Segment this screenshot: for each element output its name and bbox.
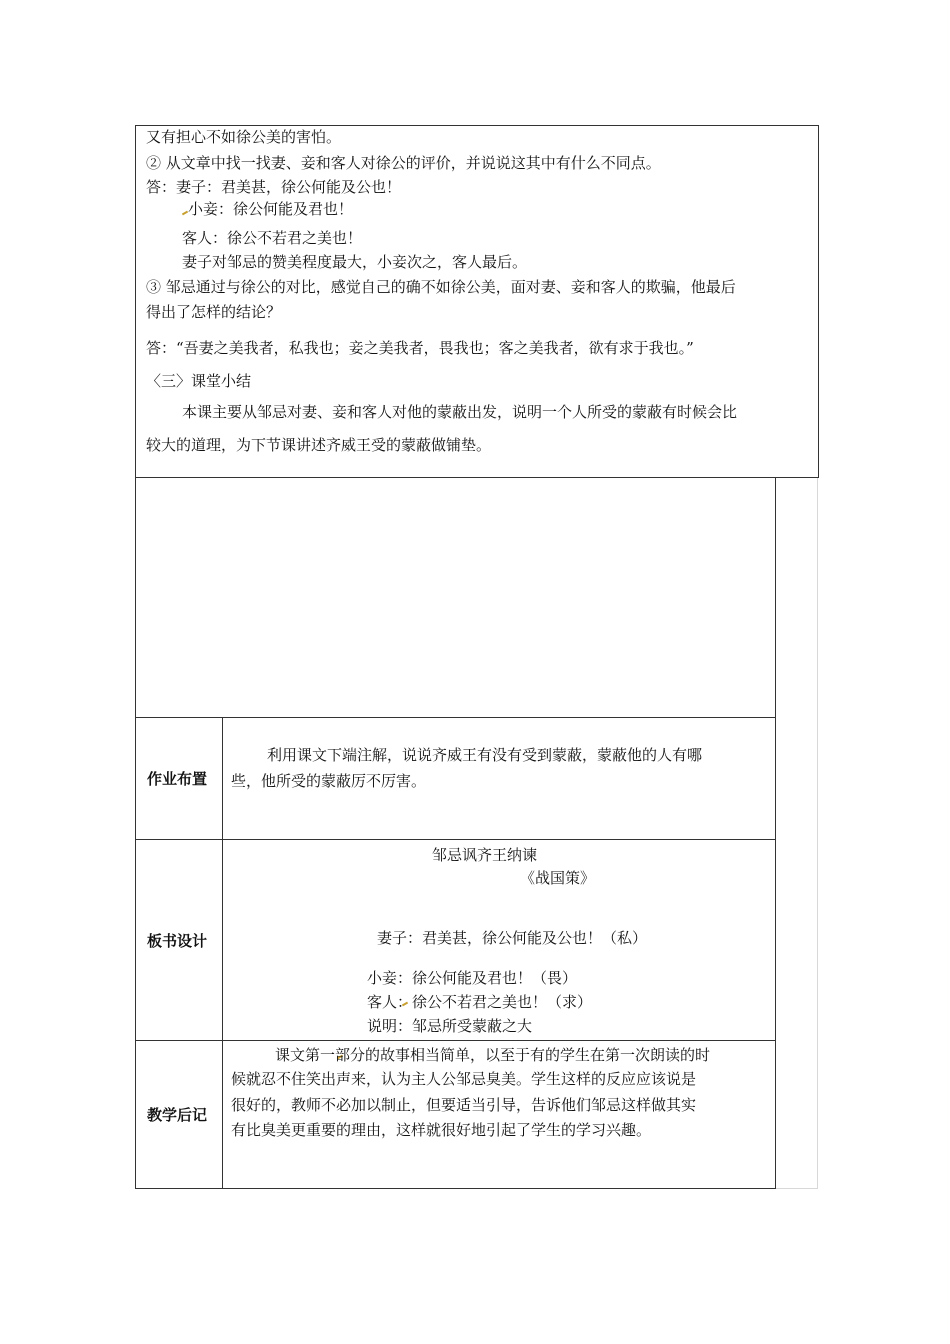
row-divider-homework	[135, 717, 776, 718]
homework-line2: 些，他所受的蒙蔽厉不厉害。	[231, 772, 427, 790]
board-label: 板书设计	[147, 932, 208, 950]
answer-conclusion: 答：“吾妻之美我者，私我也；妾之美我者，畏我也；客之美我者，欲有求于我也。”	[146, 339, 694, 357]
table-left-border	[135, 477, 136, 1189]
board-title: 邹忌讽齐王纳谏	[432, 846, 538, 864]
row-divider-notes	[135, 1040, 776, 1041]
table-bottom-border	[135, 1188, 776, 1189]
summary-line1: 本课主要从邹忌对妻、妾和客人对他的蒙蔽出发，说明一个人所受的蒙蔽有时候会比	[182, 403, 738, 421]
answer-concubine: 小妾：徐公何能及君也！	[188, 200, 354, 218]
label-column-divider	[222, 717, 223, 1189]
board-line-note: 说明：邹忌所受蒙蔽之大	[367, 1017, 533, 1035]
question-3-line1: ③ 邹忌通过与徐公的对比，感觉自己的确不如徐公美，面对妻、妾和客人的欺骗，他最后	[146, 278, 736, 296]
answer-summary: 妻子对邹忌的赞美程度最大，小妾次之，客人最后。	[182, 253, 528, 271]
notes-line2: 候就忍不住笑出声来，认为主人公邹忌臭美。学生这样的反应应该说是	[231, 1070, 697, 1088]
top-section-box	[135, 125, 819, 478]
notes-line1: 课文第一部分的故事相当简单，以至于有的学生在第一次朗读的时	[275, 1046, 711, 1064]
faint-right-edge	[817, 477, 818, 1189]
homework-line1: 利用课文下端注解，说说齐威王有没有受到蒙蔽，蒙蔽他的人有哪	[267, 746, 703, 764]
notes-line3: 很好的，教师不必加以制止，但要适当引导，告诉他们邹忌这样做其实	[231, 1096, 697, 1114]
summary-line2: 较大的道理，为下节课讲述齐威王受的蒙蔽做铺垫。	[146, 436, 492, 454]
question-2: ② 从文章中找一找妻、妾和客人对徐公的评价，并说说这其中有什么不同点。	[146, 154, 661, 172]
homework-label: 作业布置	[147, 770, 208, 788]
notes-label: 教学后记	[147, 1106, 208, 1124]
board-line-guest: 客人：徐公不若君之美也！（求）	[367, 993, 593, 1011]
board-line-wife: 妻子：君美甚，徐公何能及公也！（私）	[377, 929, 648, 947]
faint-bottom-edge	[775, 1188, 818, 1189]
notes-line4: 有比臭美更重要的理由，这样就很好地引起了学生的学习兴趣。	[231, 1121, 652, 1139]
answer-guest: 客人：徐公不若君之美也！	[182, 229, 363, 247]
section-heading: 〈三〉课堂小结	[146, 372, 252, 390]
text-line: 又有担心不如徐公美的害怕。	[146, 128, 342, 146]
table-right-border	[775, 477, 776, 1189]
row-divider-board	[135, 839, 776, 840]
question-3-line2: 得出了怎样的结论？	[146, 303, 282, 321]
board-source: 《战国策》	[520, 869, 596, 887]
board-line-concubine: 小妾：徐公何能及君也！（畏）	[367, 969, 578, 987]
answer-wife: 答：妻子：君美甚，徐公何能及公也！	[146, 178, 402, 196]
